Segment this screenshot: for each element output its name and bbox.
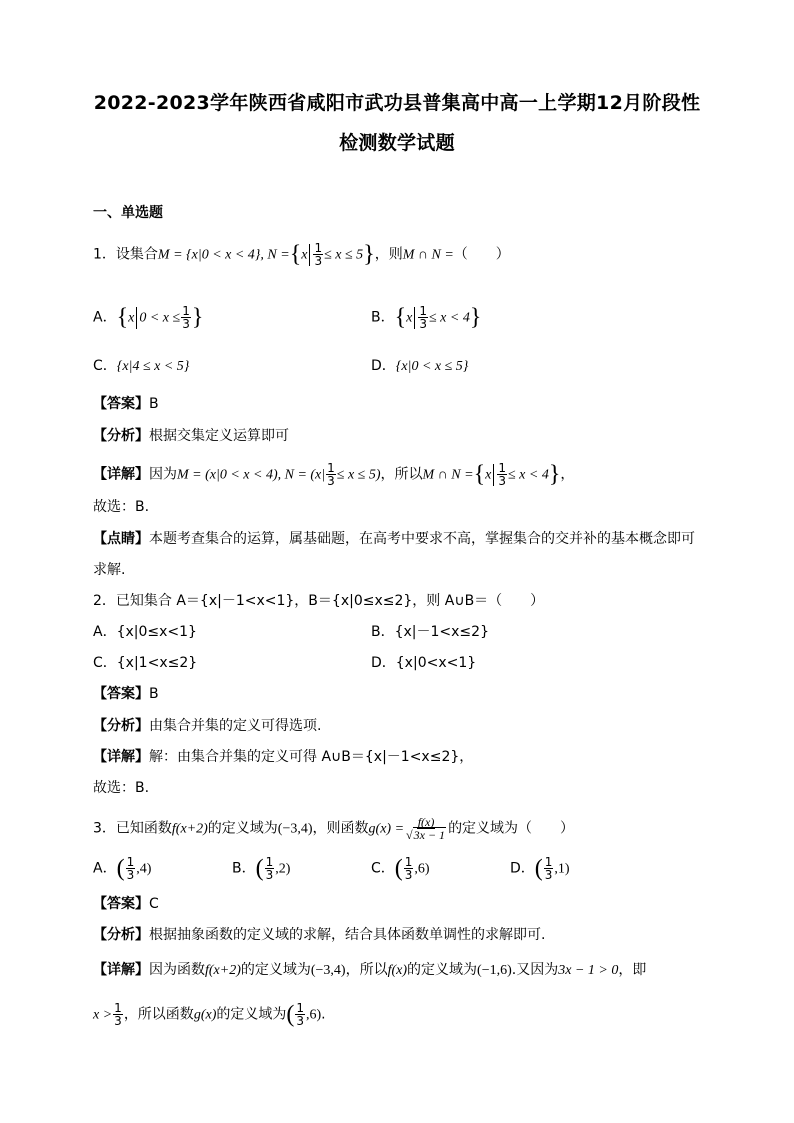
q1-expr: M ∩ N = — [402, 247, 454, 263]
q1-paren: （ ） — [453, 246, 510, 263]
q1-option-b[interactable]: B．{x $\frac{1}{3}$ ≤ x < 4} — [371, 304, 482, 331]
q1-stem: 1．设集合M = {x|0 < x < 4}, N ={x $\frac{1}{3}$ ≤ x ≤ 5}，则M ∩ N =（ ） — [93, 241, 510, 268]
q1-detail: 【详解】因为M = (x|0 < x < 4), N = (x| $\frac{1}{3}$ ≤ x ≤ 5)，所以M ∩ N ={x $\frac{1}{3}$ ≤ x < 4}， — [93, 461, 575, 488]
q1-ask: ，则 — [374, 246, 403, 263]
detail-tag: 【详解】 — [93, 962, 149, 978]
section-heading: 一、单选题 — [93, 205, 163, 221]
q3-option-a[interactable]: A．( $\frac{1}{3}$ ,4) — [93, 855, 152, 882]
q1-analysis: 【分析】根据交集定义运算即可 — [93, 428, 289, 444]
doc-title-line1: 2022-2023学年陕西省咸阳市武功县普集高中高一上学期12月阶段性 — [93, 92, 701, 114]
detail-tag: 【详解】 — [93, 749, 149, 765]
q2-option-d[interactable]: D．{x|0<x<1} — [371, 655, 477, 671]
analysis-tag: 【分析】 — [93, 718, 149, 734]
q1-option-a[interactable]: A．{x 0 < x ≤ $\frac{1}{3}$ } — [93, 304, 204, 331]
fraction: $\frac{1}{3}$ — [314, 241, 323, 268]
q3-analysis: 【分析】根据抽象函数的定义域的求解，结合具体函数单调性的求解即可. — [93, 927, 546, 943]
q2-option-b[interactable]: B．{x|－1<x≤2} — [371, 624, 489, 640]
q3-option-b[interactable]: B．( $\frac{1}{3}$ ,2) — [232, 855, 291, 882]
analysis-tag: 【分析】 — [93, 428, 149, 444]
q1-option-c[interactable]: C．{x|4 ≤ x < 5} — [93, 358, 190, 374]
q1-choose: 故选：B. — [93, 499, 150, 515]
q2-analysis: 【分析】由集合并集的定义可得选项. — [93, 718, 322, 734]
q2-answer: 【答案】B — [93, 686, 159, 702]
q1-comment: 【点睛】本题考查集合的运算，属基础题，在高考中要求不高，掌握集合的交并补的基本概念即可 — [93, 531, 695, 547]
q3-answer: 【答案】C — [93, 896, 159, 912]
comment-tag: 【点睛】 — [93, 531, 149, 547]
q1-set-m: M = {x|0 < x < 4} — [157, 247, 261, 263]
q1-set-n-prefix: N = — [267, 247, 290, 263]
q1-number: 1．设集合 — [93, 246, 158, 263]
q1-option-d[interactable]: D．{x|0 < x ≤ 5} — [371, 358, 469, 374]
answer-tag: 【答案】 — [93, 396, 149, 412]
q3-option-d[interactable]: D．( $\frac{1}{3}$ ,1) — [510, 855, 570, 882]
doc-title-line2: 检测数学试题 — [339, 132, 455, 154]
q1-comment-cont: 求解. — [93, 562, 126, 578]
g-fraction: $\frac{f(x)}{√3x - 1}$ — [406, 815, 446, 842]
analysis-tag: 【分析】 — [93, 927, 149, 943]
q3-detail-cont: x > $\frac{1}{3}$ ，所以函数g(x)的定义域为( $\frac{1}{3}$ ,6). — [93, 1001, 326, 1028]
answer-tag: 【答案】 — [93, 686, 149, 702]
q3-detail: 【详解】因为函数f(x+2)的定义域为(−3,4)，所以f(x)的定义域为(−1,6).又因为3x − 1 > 0，即 — [93, 962, 647, 978]
q2-choose: 故选：B. — [93, 780, 150, 796]
q2-option-c[interactable]: C．{x|1<x≤2} — [93, 655, 198, 671]
answer-tag: 【答案】 — [93, 896, 149, 912]
q2-option-a[interactable]: A．{x|0≤x<1} — [93, 624, 197, 640]
q3-stem: 3．已知函数f(x+2)的定义域为(−3,4)，则函数g(x) = $\frac{f(x)}{√3x - 1}$ 的定义域为（ ） — [93, 815, 575, 842]
q1-answer: 【答案】B — [93, 396, 159, 412]
q2-stem: 2．已知集合 A＝{x|－1<x<1}，B＝{x|0≤x≤2}，则 A∪B＝（ ） — [93, 593, 545, 609]
q3-option-c[interactable]: C．( $\frac{1}{3}$ ,6) — [371, 855, 430, 882]
detail-tag: 【详解】 — [93, 466, 149, 483]
q2-detail: 【详解】解：由集合并集的定义可得 A∪B＝{x|－1<x≤2}， — [93, 749, 474, 765]
